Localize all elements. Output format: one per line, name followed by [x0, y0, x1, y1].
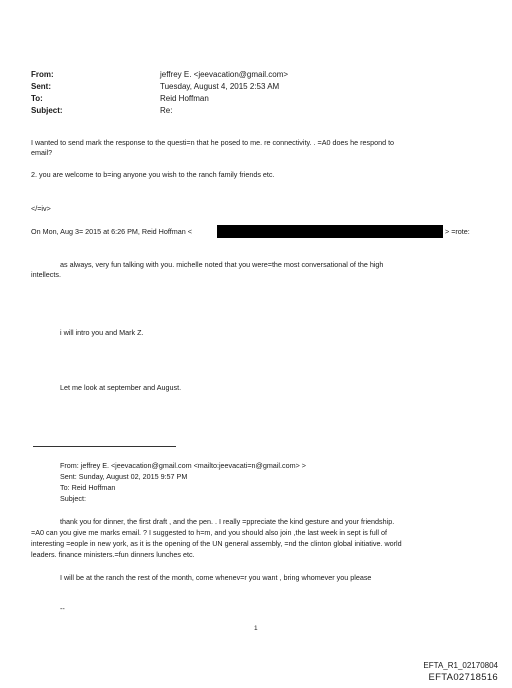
- forward-from: From: jeffrey E. <jeevacation@gmail.com <mailto:jeevacati=n@gmail.com> >: [60, 461, 306, 470]
- quote-intro-end: > =rote:: [445, 227, 470, 236]
- subject-label: Subject:: [31, 106, 63, 115]
- quoted-line-1: as always, very fun talking with you. michelle noted that you were=the most conversational of the high: [60, 260, 384, 269]
- body-line-2: 2. you are welcome to b=ing anyone you wish to the ranch family friends etc.: [31, 170, 275, 179]
- from-label: From:: [31, 70, 54, 79]
- forward-para-1b: =A0 can you give me marks email. ? I suggested to h=m, and you should also join ,the last week in sept is full of: [31, 528, 387, 537]
- html-tag-text: </=iv>: [31, 204, 51, 213]
- from-value: jeffrey E. <jeevacation@gmail.com>: [160, 70, 289, 79]
- forward-subject: Subject:: [60, 494, 86, 503]
- quoted-line-3: Let me look at september and August.: [60, 383, 182, 392]
- to-label: To:: [31, 94, 43, 103]
- forward-para-1d: leaders. finance ministers.=fun dinners lunches etc.: [31, 550, 195, 559]
- signature-dash: --: [60, 604, 65, 613]
- forward-para-2: I will be at the ranch the rest of the month, come whenev=r you want , bring whomever you please: [60, 573, 372, 582]
- to-value: Reid Hoffman: [160, 94, 209, 103]
- bates-number-1: EFTA_R1_02170804: [423, 661, 498, 670]
- forward-para-1c: interesting =eople in new york, as it is the opening of the UN general assembly, =nd the clinton global initiative. world: [31, 539, 402, 548]
- forward-sent: Sent: Sunday, August 02, 2015 9:57 PM: [60, 472, 188, 481]
- quote-intro: On Mon, Aug 3= 2015 at 6:26 PM, Reid Hoffman <: [31, 227, 192, 236]
- quoted-line-1b: intellects.: [31, 270, 61, 279]
- redaction-bar: [217, 225, 443, 238]
- forward-to: To: Reid Hoffman: [60, 483, 116, 492]
- bates-number-2: EFTA02718516: [428, 672, 498, 683]
- body-line-1: I wanted to send mark the response to the questi=n that he posed to me. re connectivity. . =A0 does he respond to: [31, 138, 395, 147]
- subject-value: Re:: [160, 106, 173, 115]
- forward-para-1a: thank you for dinner, the first draft , and the pen. . I really =ppreciate the kind gesture and your friendship.: [60, 517, 395, 526]
- sent-label: Sent:: [31, 82, 51, 91]
- quoted-line-2: i will intro you and Mark Z.: [60, 328, 144, 337]
- page-number: 1: [254, 625, 258, 632]
- body-line-1b: email?: [31, 148, 53, 157]
- sent-value: Tuesday, August 4, 2015 2:53 AM: [160, 82, 280, 91]
- separator-rule: [33, 446, 176, 447]
